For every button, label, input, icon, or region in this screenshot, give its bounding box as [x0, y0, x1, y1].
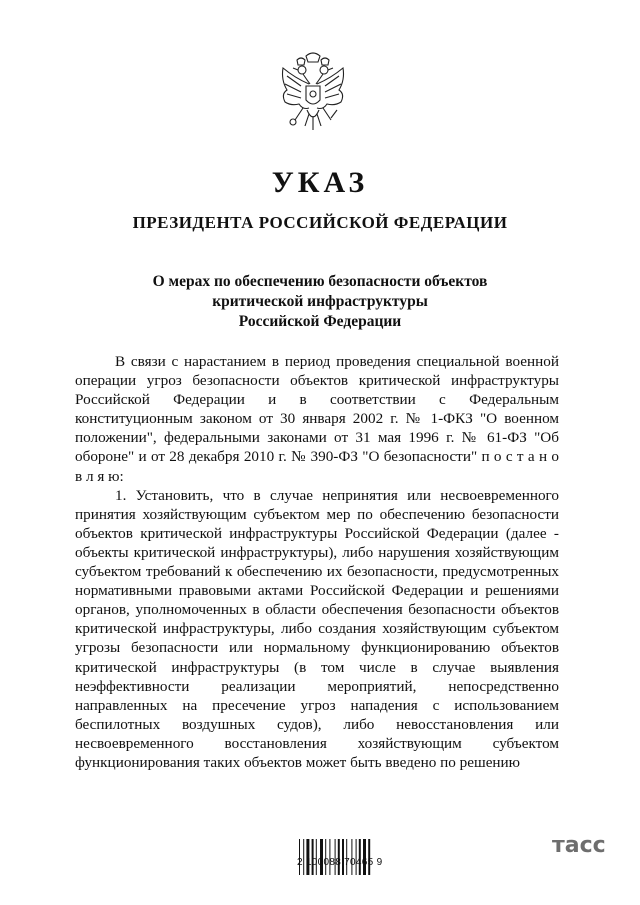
item-1-paragraph: 1. Установить, что в случае непринятия или несвоевременного принятия хозяйствующим субъектом мер по обеспечению безопасности объектов критической инфраструктуры Российской Федерации (далее - объекты критической инфраструктуры), либо нарушения хозяйствующим субъектом требований к обеспечению их безопасности, предусмотренных нормативными правовыми актами Российской Федерации и решениями органов, уполномоченных в области обеспечения безопасности объектов критической инфраструктуры, либо создания хозяйствующим субъектом угрозы безопасности или нормальному функционированию объектов критической инфраструктуры (в том числе в случае выявления неэффективности реализации мероприятий, непосредственно направленных на пресечение угроз нападения с использованием беспилотных воздушных судов), либо невосстановления или несвоевременного восстановления хозяйствующим субъектом функционирования таких объектов может быть введено по решению [75, 486, 559, 771]
subject-line-3: Российской Федерации [238, 313, 402, 330]
document-subtitle: ПРЕЗИДЕНТА РОССИЙСКОЙ ФЕДЕРАЦИИ [132, 213, 508, 232]
preamble-paragraph: В связи с нарастанием в период проведения специальной военной операции угроз безопасности объектов критической инфраструктуры Российской Федерации и в соответствии с Федеральным конституционным законом от 30 января 2002 г. № 1-ФКЗ "О военном положении", федеральными законами от 31 мая 1996 г. № 61-ФЗ "Об обороне" и от 28 декабря 2010 г. № 390-ФЗ "О безопасности" п о с т а н о в л я ю: [75, 353, 559, 485]
document-title: УКАЗ [271, 166, 369, 199]
decree-body [75, 352, 559, 772]
subject-line-2: критической инфраструктуры [212, 293, 428, 310]
decree-subject [100, 272, 540, 332]
subject-line-1: О мерах по обеспечению безопасности объектов [152, 273, 488, 290]
barcode-number: 2 100088 70465 9 [297, 857, 383, 868]
tass-watermark: тасс [552, 833, 606, 858]
coat-of-arms-icon [273, 50, 353, 142]
